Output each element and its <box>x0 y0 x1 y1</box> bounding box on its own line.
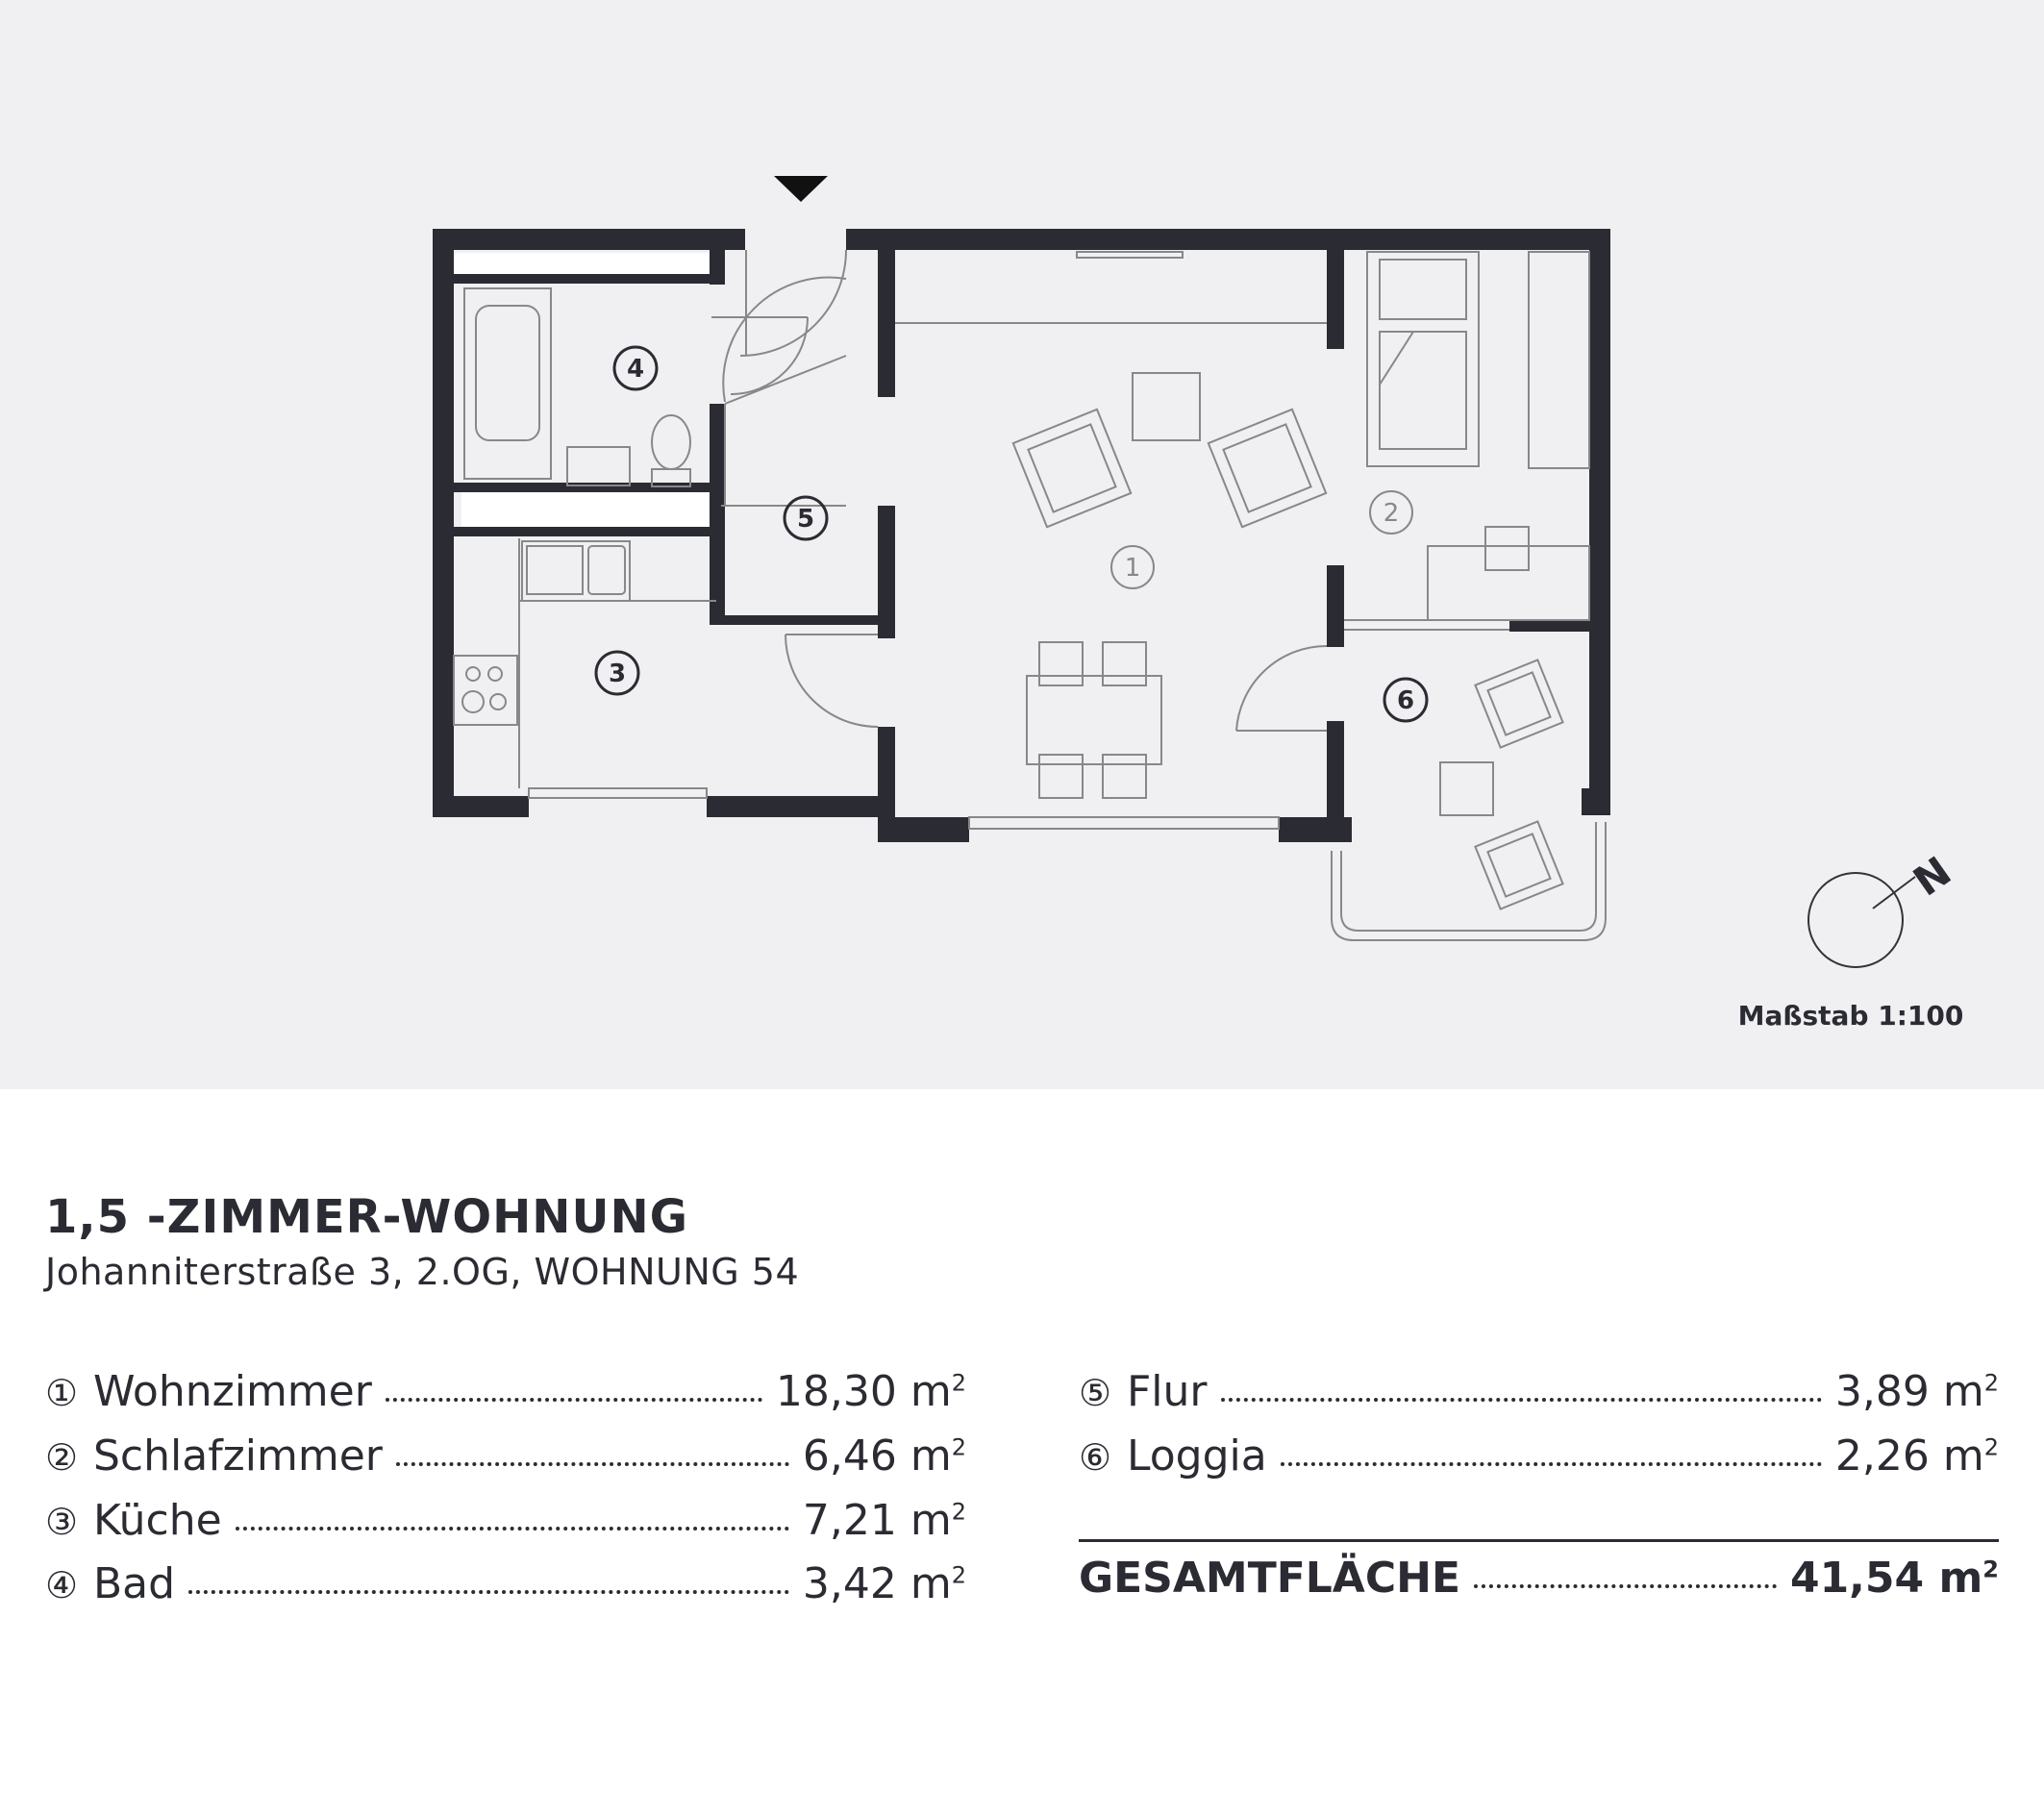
area-row-kueche <box>45 1496 966 1550</box>
leader-dots <box>1221 1373 1822 1402</box>
area-row-wohnzimmer <box>45 1367 966 1421</box>
area-marker: ② <box>45 1436 79 1479</box>
total-divider <box>1079 1539 1999 1542</box>
north-label: N <box>1905 847 1960 906</box>
room-marker-4: 4 <box>626 355 645 384</box>
plan-lines <box>454 250 1915 967</box>
area-row-bad <box>45 1559 966 1613</box>
scale-label: Maßstab 1:100 <box>1737 1000 1964 1032</box>
leader-dots <box>188 1565 789 1594</box>
room-marker-6: 6 <box>1396 686 1415 715</box>
leader-dots <box>236 1502 789 1531</box>
closet-middle <box>461 492 710 527</box>
area-marker: ④ <box>45 1564 79 1606</box>
area-marker: ⑤ <box>1079 1372 1112 1414</box>
total-label: GESAMTFLÄCHE <box>1079 1554 1461 1603</box>
leader-dots <box>386 1373 762 1402</box>
leader-dots <box>1281 1437 1822 1466</box>
area-name: Bad <box>93 1559 176 1608</box>
area-marker: ⑥ <box>1079 1436 1112 1479</box>
entrance-arrow-icon <box>774 176 828 202</box>
room-marker-5: 5 <box>796 505 815 534</box>
area-marker: ① <box>45 1372 79 1414</box>
area-name: Schlafzimmer <box>93 1431 383 1481</box>
area-row-loggia <box>1079 1431 1999 1485</box>
area-value: 3,42 $m^2$ <box>802 1559 966 1608</box>
north-arrow-icon <box>1808 873 1903 967</box>
apartment-subtitle: Johanniterstraße 3, 2.OG, WOHNUNG 54 <box>45 1251 800 1293</box>
walls <box>433 229 1610 842</box>
area-row-schlafzimmer <box>45 1431 966 1485</box>
room-marker-2: 2 <box>1383 499 1400 528</box>
leader-dots <box>396 1437 789 1466</box>
room-marker-1: 1 <box>1124 554 1141 583</box>
area-name: Wohnzimmer <box>93 1367 372 1416</box>
leader-dots <box>1474 1559 1777 1588</box>
area-row-flur <box>1079 1367 1999 1421</box>
area-value: 18,30 $m^2$ <box>775 1367 966 1416</box>
apartment-title: 1,5 -ZIMMER-WOHNUNG <box>45 1190 689 1244</box>
area-name: Loggia <box>1127 1431 1267 1481</box>
total-area-row <box>1079 1554 1999 1607</box>
area-value: 6,46 $m^2$ <box>802 1431 966 1481</box>
area-value: 2,26 $m^2$ <box>1834 1431 1999 1481</box>
closet-top <box>454 253 710 274</box>
area-value: 7,21 $m^2$ <box>802 1496 966 1545</box>
area-name: Flur <box>1127 1367 1208 1416</box>
area-marker: ③ <box>45 1501 79 1543</box>
total-value: 41,54 $m^2$ <box>1789 1554 1999 1603</box>
area-value: 3,89 $m^2$ <box>1834 1367 1999 1416</box>
room-marker-3: 3 <box>608 660 627 688</box>
area-name: Küche <box>93 1496 222 1545</box>
